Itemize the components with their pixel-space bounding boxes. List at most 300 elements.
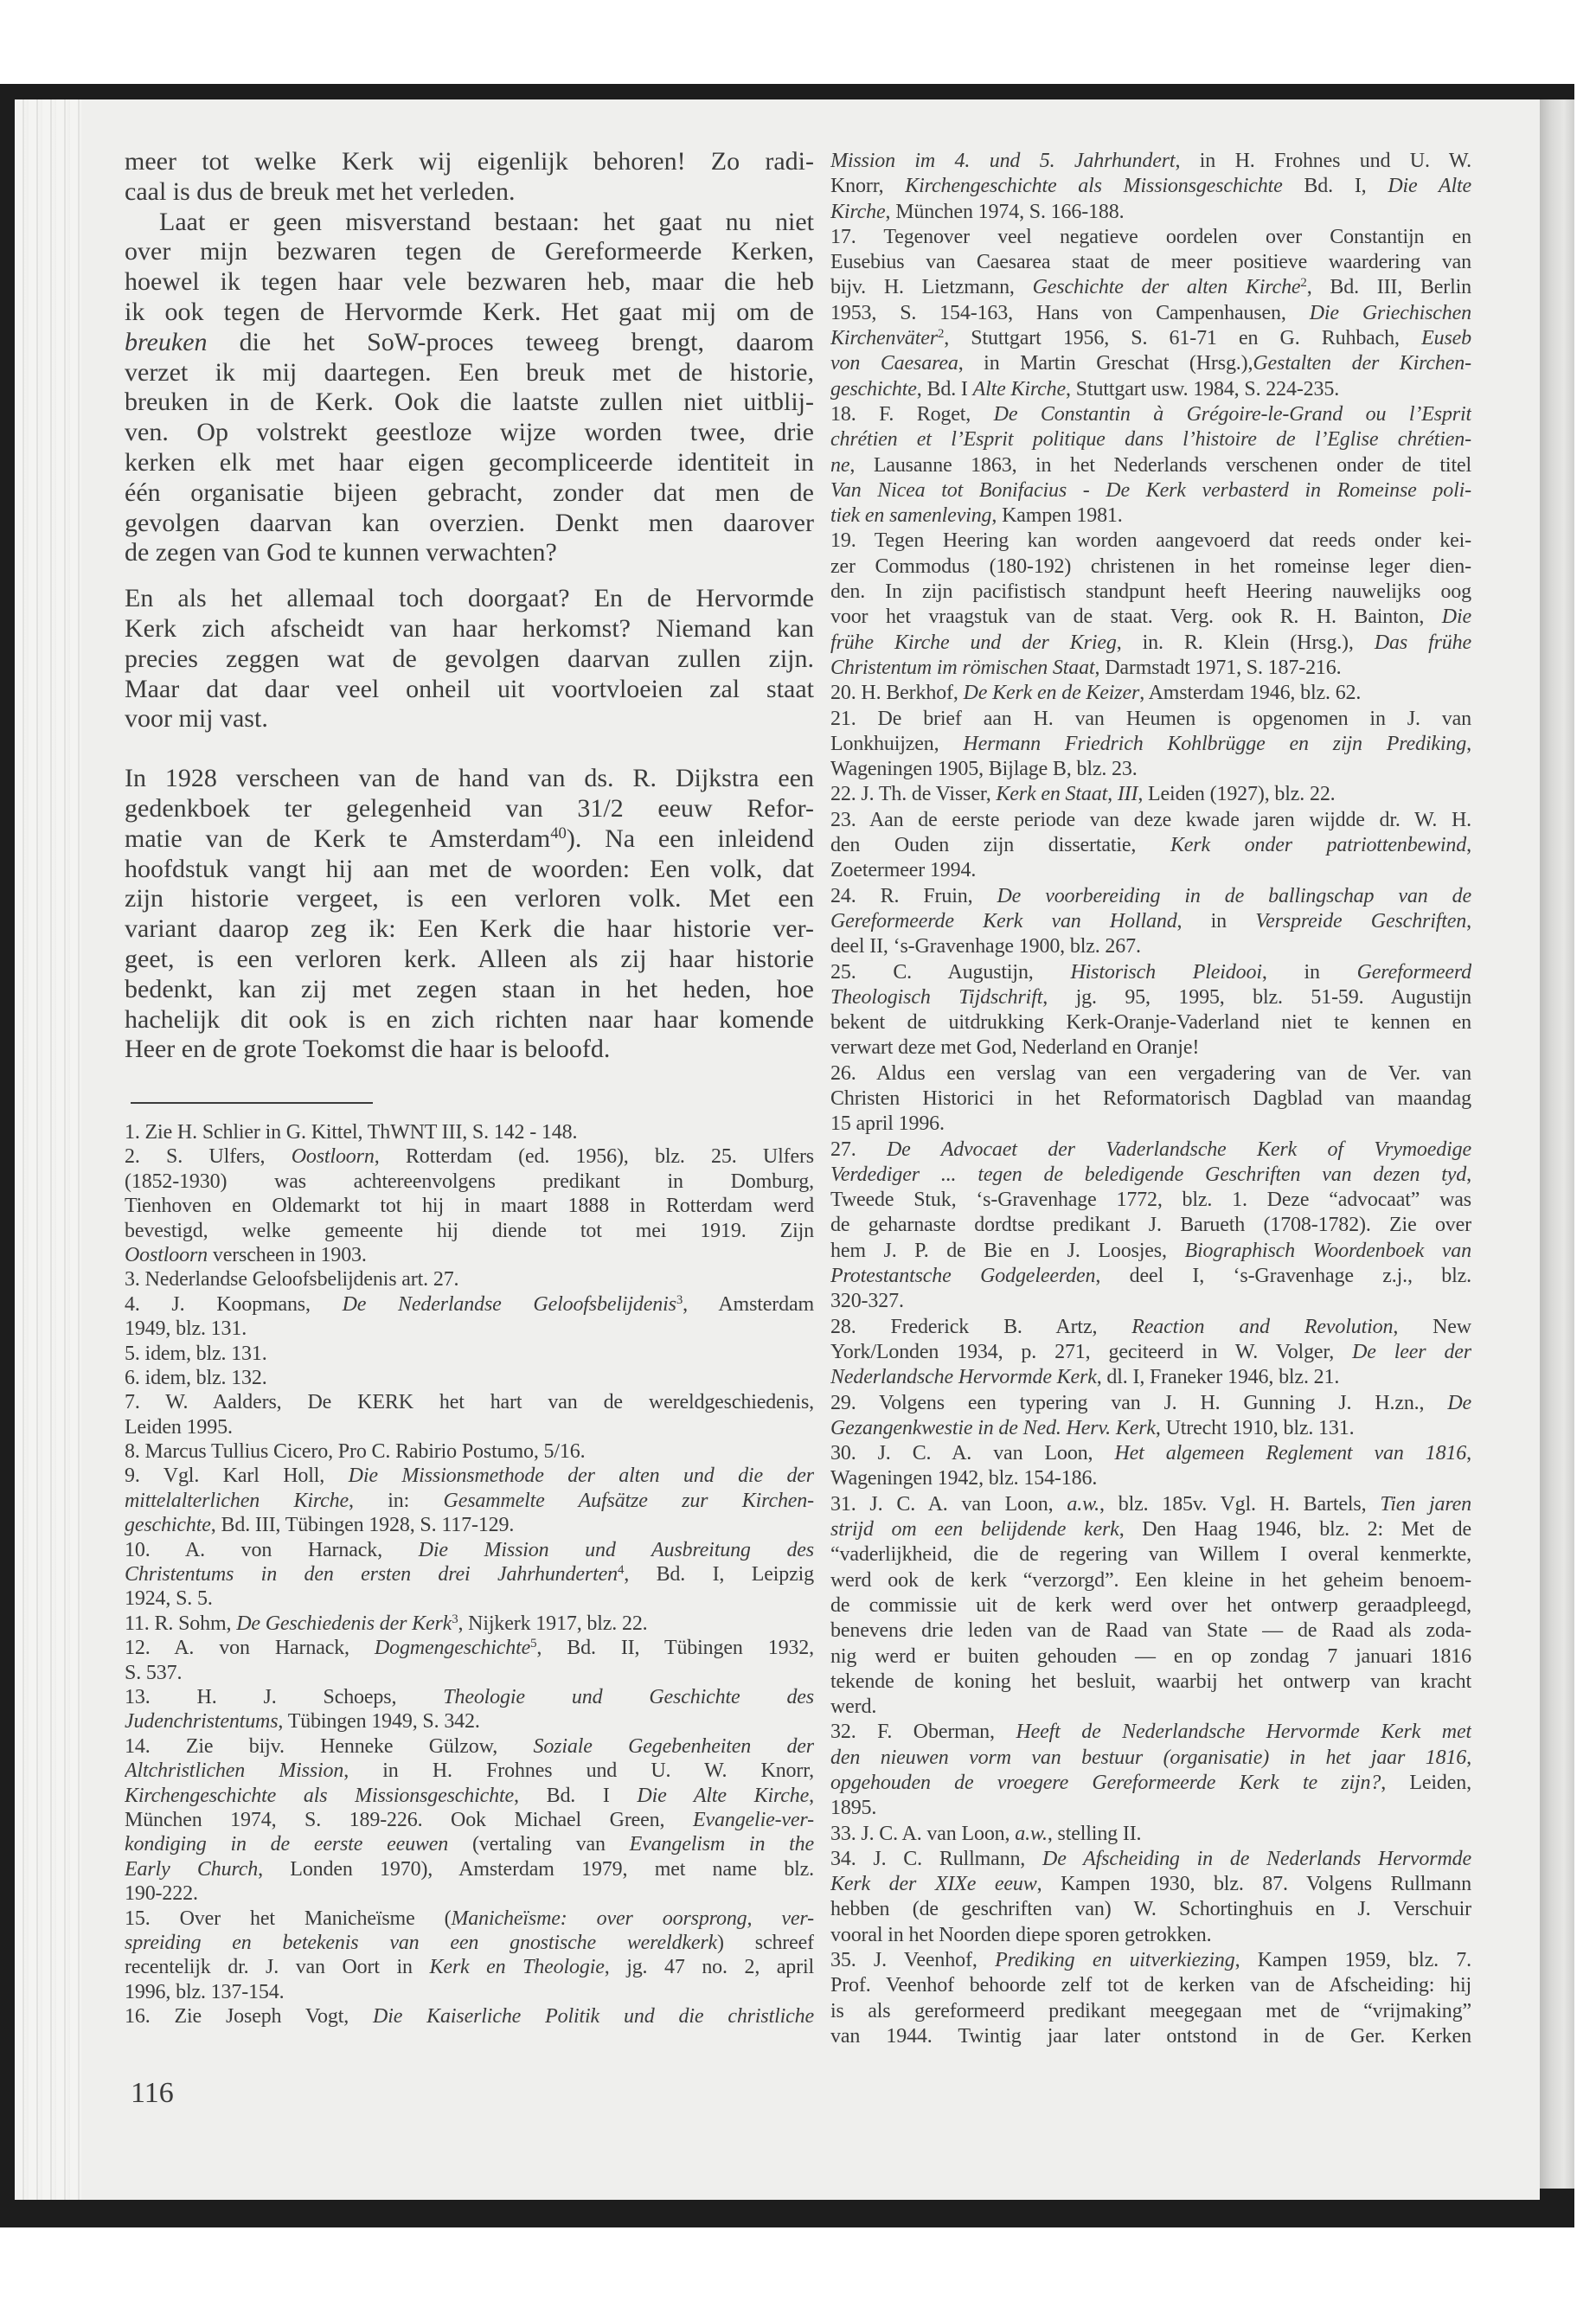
italic-run: a.w. <box>1067 1492 1100 1516</box>
italic-run: Historisch Pleidooi <box>1070 960 1262 984</box>
text-line <box>125 675 814 705</box>
text-run: 19. Tegen Heering kan worden aangevoerd dat reeds onder kei- <box>830 529 1471 553</box>
italic-run: De Geschiedenis der Kerk <box>236 1612 452 1635</box>
footnote <box>830 707 1471 783</box>
text-run: , Rotterdam (ed. 1956), blz. 25. Ulfers <box>374 1145 814 1169</box>
text-run: 6. idem, blz. 132. <box>125 1366 267 1389</box>
text-line <box>830 1923 1471 1948</box>
text-line <box>125 975 814 1005</box>
footnotes-right <box>830 149 1471 2049</box>
text-line <box>830 1695 1471 1720</box>
italic-run: Protestantsche Godgeleerden <box>830 1265 1096 1288</box>
italic-run: De leer der <box>1352 1340 1471 1363</box>
superscript: 3 <box>676 1292 683 1307</box>
text-line <box>125 1489 814 1513</box>
text-line <box>830 1416 1471 1441</box>
footnote <box>830 149 1471 225</box>
text-run: de geharnaste dordtse predikant J. Barueth (1708-1782). Zie over <box>830 1214 1471 1237</box>
text-line <box>125 1170 814 1194</box>
footnote <box>830 1720 1471 1821</box>
text-run: Heer en de grote Toekomst die haar is beloofd. <box>125 1035 611 1064</box>
text-line <box>830 250 1471 275</box>
text-run: 32. F. Oberman, <box>830 1721 1016 1744</box>
text-line <box>125 794 814 824</box>
italic-run: Oostloorn <box>125 1243 208 1266</box>
italic-run: Verspreide Geschriften <box>1255 909 1467 933</box>
italic-run: Theologie und Geschichte des <box>443 1685 814 1708</box>
text-run: variant daarop zeg ik: Een Kerk die haar historie ver- <box>125 914 814 944</box>
italic-run: Die Missionsmethode der alten und die der <box>348 1465 814 1488</box>
text-run: over mijn bezwaren tegen de Gereformeerde Kerken, <box>125 237 814 266</box>
text-line <box>830 1112 1471 1137</box>
text-run: , Darmstadt 1971, S. 187-216. <box>1094 656 1342 679</box>
text-line <box>830 1796 1471 1821</box>
footnote <box>830 1847 1471 1948</box>
text-run: verwart deze met God, Nederland en Oranje! <box>830 1036 1200 1060</box>
italic-run: breuken <box>125 327 208 356</box>
text-run: 14. Zie bijv. Henneke Gülzow, <box>125 1734 534 1758</box>
text-run: , <box>1466 732 1471 755</box>
text-run: Christen Historici in het Reformatorisch Dagblad van maandag <box>830 1086 1471 1110</box>
main-text-column <box>125 147 814 1065</box>
text-line <box>830 1973 1471 1998</box>
text-run: , Stuttgart usw. 1984, S. 224-235. <box>1066 377 1340 401</box>
text-line <box>830 1264 1471 1289</box>
text-line <box>125 914 814 945</box>
text-line <box>125 1931 814 1955</box>
text-run: 22. J. Th. de Visser, <box>830 783 997 806</box>
italic-run: Biographisch Woordenboek van <box>1184 1239 1471 1262</box>
text-line <box>125 1636 814 1660</box>
text-line <box>125 764 814 794</box>
italic-run: Kirche <box>830 200 886 223</box>
text-line <box>125 418 814 448</box>
text-line <box>830 225 1471 250</box>
footnote <box>830 1948 1471 2049</box>
text-run: 15 april 1996. <box>830 1112 945 1136</box>
text-line <box>830 1086 1471 1112</box>
footnote <box>125 1120 814 1144</box>
italic-run: Gesammelte Aufsätze zur Kirchen- <box>443 1489 814 1512</box>
text-run: , Leiden, <box>1381 1772 1471 1794</box>
text-run: ven. Op volstrekt geestloze wijze worden twee, drie <box>125 418 814 447</box>
italic-run: von Caesarea <box>830 352 958 375</box>
italic-run: chrétien et l’Esprit politique dans l’histoire de l’Eglise chrétien- <box>830 428 1471 452</box>
footnote <box>125 2004 814 2029</box>
text-run: 11. R. Sohm, <box>125 1612 237 1635</box>
italic-run: Altchristlichen Mission <box>125 1759 344 1783</box>
text-line <box>830 275 1471 300</box>
text-line <box>125 1562 814 1586</box>
text-line <box>830 1466 1471 1491</box>
text-line <box>830 732 1471 757</box>
italic-run: Kirchenväter <box>830 327 938 350</box>
text-run: , deel I, ‘s-Gravenhage z.j., blz. <box>1095 1265 1471 1288</box>
footnote <box>125 1612 814 1636</box>
text-run: , blz. 185v. Vgl. H. Bartels, <box>1099 1492 1381 1516</box>
text-line <box>125 1538 814 1562</box>
text-run: , <box>1466 1442 1471 1465</box>
text-run: 1949, blz. 131. <box>125 1317 247 1341</box>
text-run: gedenkboek ter gelegenheid van 31/2 eeuw Refor- <box>125 793 814 823</box>
text-line <box>830 707 1471 732</box>
text-run: 9. Vgl. Karl Holl, <box>125 1465 349 1488</box>
footnote <box>830 1492 1471 1721</box>
footnote <box>125 1636 814 1685</box>
text-run: hebben (de geschriften van) W. Schortinghuis en J. Verschuir <box>830 1898 1471 1921</box>
text-run: caal is dus de breuk met het verleden. <box>125 176 516 206</box>
paragraph <box>125 208 814 569</box>
text-line <box>125 328 814 358</box>
text-line <box>830 1746 1471 1771</box>
text-line <box>125 1366 814 1390</box>
italic-run: Kerk en Theologie <box>429 1956 605 1979</box>
superscript: 3 <box>452 1612 458 1626</box>
text-run: tekende de koning het besluit, waarbij het ontwerp van kracht <box>830 1670 1471 1693</box>
text-run: hem J. P. de Bie en J. Loosjes, <box>830 1239 1185 1262</box>
text-line <box>830 808 1471 833</box>
text-line <box>830 1720 1471 1745</box>
text-run: 18. F. Roget, <box>830 402 994 426</box>
text-run: 21. De brief aan H. van Heumen is opgenomen in J. van <box>830 707 1471 730</box>
text-line <box>830 580 1471 605</box>
superscript: 40 <box>550 824 567 843</box>
text-run: zer Commodus (180-192) christenen in het romeinse leger dien- <box>830 554 1471 578</box>
text-line <box>125 1907 814 1931</box>
text-run: 25. C. Augustijn, <box>830 960 1071 984</box>
italic-run: De Afscheiding in de Nederlands Hervormde <box>1042 1847 1471 1870</box>
text-run: , Amsterdam 1946, blz. 62. <box>1139 682 1362 705</box>
italic-run: Gereformeerde Kerk van Holland <box>830 909 1177 933</box>
text-line <box>125 614 814 644</box>
italic-run: Christentum im römischen Staat <box>830 656 1095 679</box>
text-run: 1895. <box>830 1797 877 1820</box>
italic-run: Gereformeerd <box>1356 960 1471 984</box>
italic-run: Kirchengeschichte als Missionsgeschichte <box>125 1784 515 1807</box>
italic-run: Soziale Gegebenheiten der <box>533 1734 814 1758</box>
text-run: de commissie uit de kerk werd over het ontwerp geraadpleegd, <box>830 1593 1471 1617</box>
italic-run: Geschichte der alten Kirche <box>1032 276 1301 299</box>
text-line <box>830 1847 1471 1872</box>
italic-run: a.w. <box>1015 1822 1048 1845</box>
text-run: , München 1974, S. 166-188. <box>885 200 1125 223</box>
text-run: voor het vraagstuk van de staat. Verg. ook R. H. Bainton, <box>830 606 1442 629</box>
text-line <box>830 174 1471 199</box>
text-run: , <box>809 1784 814 1807</box>
italic-run: spreiding en betekenis van een gnostische wereldkerk <box>125 1931 718 1954</box>
italic-run: De Nederlandse Geloofsbelijdenis <box>342 1292 676 1316</box>
text-run: Laat er geen misverstand bestaan: het gaat nu niet <box>159 207 814 236</box>
text-line <box>125 538 814 568</box>
italic-run: Kerk der XIXe eeuw <box>830 1873 1037 1896</box>
text-line <box>830 1872 1471 1897</box>
italic-run: Het algemeen Reglement van 1816 <box>1114 1442 1467 1465</box>
footnote <box>125 1267 814 1292</box>
italic-run: Die Alte <box>1388 175 1471 198</box>
text-line <box>830 402 1471 427</box>
text-line <box>830 605 1471 630</box>
text-run: , Stuttgart 1956, S. 61-71 en G. Ruhbach, <box>944 327 1422 350</box>
footnote <box>830 1391 1471 1442</box>
text-run: deel II, ‘s-Gravenhage 1900, blz. 267. <box>830 935 1141 958</box>
text-run: 2. S. Ulfers, <box>125 1145 292 1169</box>
text-run: 24. R. Fruin, <box>830 884 997 907</box>
italic-run: De <box>1447 1391 1471 1414</box>
text-run: , Kampen 1959, blz. 7. <box>1234 1949 1471 1972</box>
text-run: precies zeggen wat de gevolgen daarvan zullen zijn. <box>125 644 814 673</box>
italic-run: geschichte <box>830 377 917 401</box>
text-run: meer tot welke Kerk wij eigenlijk behoren! Zo radi- <box>125 147 814 176</box>
text-line <box>830 1618 1471 1644</box>
text-line <box>125 358 814 388</box>
italic-run: frühe Kirche und der Krieg <box>830 631 1117 654</box>
text-line <box>830 453 1471 478</box>
footnote <box>125 1439 814 1464</box>
text-run: , dl. I, Franeker 1946, blz. 21. <box>1096 1366 1340 1389</box>
text-line <box>830 833 1471 858</box>
italic-run: Tien jaren <box>1380 1492 1471 1516</box>
text-line <box>125 1808 814 1832</box>
text-run: , jg. 95, 1995, blz. 51-59. Augustijn <box>1042 985 1471 1009</box>
text-line <box>830 1593 1471 1618</box>
text-run: verscheen in 1903. <box>208 1243 367 1266</box>
text-line <box>125 267 814 298</box>
text-run: , Lausanne 1863, in het Nederlands verschenen onder de titel <box>849 453 1471 477</box>
superscript: 4 <box>617 1562 625 1577</box>
italic-run: Early Church <box>125 1857 259 1881</box>
text-line <box>125 884 814 914</box>
text-run: Bd. I, <box>1282 175 1388 198</box>
text-run: , Bd. I <box>916 377 973 401</box>
text-line <box>125 177 814 208</box>
text-run: benevens drie leden van de Raad van State — de Raad als zoda- <box>830 1619 1471 1643</box>
superscript: 5 <box>530 1637 537 1651</box>
italic-run: Die Kaiserliche Politik und die christliche <box>373 2005 814 2029</box>
text-run: Prof. Veenhof behoorde zelf tot de kerken van de Afscheiding: hij <box>830 1974 1471 1997</box>
text-run: 28. Frederick B. Artz, <box>830 1315 1132 1338</box>
text-run: bekent de uitdrukking Kerk-Oranje-Vaderland niet te kennen en <box>830 1011 1471 1035</box>
text-run: ). Na een inleidend <box>566 824 814 853</box>
text-line <box>830 1441 1471 1466</box>
text-line <box>830 757 1471 782</box>
text-run: , in <box>1176 909 1256 933</box>
text-line <box>125 147 814 177</box>
text-line <box>830 427 1471 452</box>
text-line <box>125 1292 814 1317</box>
text-run: één organisatie bijeen gebracht, zonder dat men de <box>125 478 814 507</box>
text-line <box>830 1239 1471 1264</box>
text-run: Wageningen 1942, blz. 154-186. <box>830 1467 1098 1490</box>
footnote <box>125 1144 814 1267</box>
text-line <box>125 1784 814 1808</box>
text-run: , Londen 1970), Amsterdam 1979, met name blz. <box>258 1857 814 1881</box>
text-line <box>830 656 1471 681</box>
text-run: de zegen van God te kunnen verwachten? <box>125 538 557 567</box>
text-run: , Bd. II, Tübingen 1932, <box>536 1637 814 1660</box>
text-line <box>125 945 814 975</box>
text-run: 27. <box>830 1138 887 1161</box>
text-run: bevestigd, welke gemeente hij diende tot mei 1919. Zijn <box>125 1219 814 1242</box>
text-run: 1996, blz. 137-154. <box>125 1980 285 2003</box>
text-run: bedenkt, kan zij met zegen staan in het heden, hoe <box>125 974 814 1003</box>
text-run: , in Martin Greschat (Hrsg.), <box>958 352 1253 375</box>
paragraph <box>125 764 814 1065</box>
text-line <box>830 1035 1471 1061</box>
text-run: Wageningen 1905, Bijlage B, blz. 23. <box>830 758 1138 781</box>
italic-run: Die Alte Kirche <box>637 1784 810 1807</box>
footnote <box>830 1315 1471 1391</box>
text-run: , in H. Frohnes und U. W. <box>1175 150 1471 172</box>
text-line <box>125 704 814 734</box>
text-run: 30. J. C. A. van Loon, <box>830 1442 1115 1465</box>
page-number: 116 <box>131 2077 174 2109</box>
text-line <box>830 301 1471 326</box>
text-line <box>830 503 1471 529</box>
text-run: , Bd. I <box>514 1784 638 1807</box>
text-line <box>125 237 814 267</box>
text-run: York/Londen 1934, p. 271, geciteerd in W. Volger, <box>830 1340 1353 1363</box>
superscript: 2 <box>937 326 945 341</box>
text-run: In 1928 verscheen van de hand van ds. R. Dijkstra een <box>125 764 814 793</box>
text-line <box>125 1035 814 1065</box>
footnote <box>125 1685 814 1734</box>
text-line <box>125 1709 814 1734</box>
text-line <box>830 1670 1471 1695</box>
text-run: Kerk zich afscheidt van haar herkomst? Niemand kan <box>125 613 814 643</box>
italic-run: Mission im 4. und 5. Jahrhundert <box>830 150 1176 172</box>
text-run: , stelling II. <box>1047 1822 1142 1845</box>
text-run: 15. Over het Manicheïsme ( <box>125 1907 452 1930</box>
text-run: werd. <box>830 1695 877 1719</box>
footnote <box>830 782 1471 807</box>
text-run: geet, is een verloren kerk. Alleen als zij haar historie <box>125 944 814 973</box>
text-line <box>830 1771 1471 1796</box>
footnote <box>830 1061 1471 1138</box>
text-run: , Bd. III, Tübingen 1928, S. 117-129. <box>210 1514 515 1537</box>
text-run: recentelijk dr. J. van Oort in <box>125 1956 430 1979</box>
text-run: Knorr, <box>830 175 906 198</box>
footnotes-left <box>125 1120 814 2029</box>
footnote <box>125 1366 814 1390</box>
italic-run: De Advocaet der Vaderlandsche Kerk of Vrymoedige <box>887 1138 1471 1161</box>
text-line <box>125 1586 814 1611</box>
text-line <box>830 1897 1471 1922</box>
text-run: den. In zijn pacifistisch standpunt heeft Heering nauwelijks oog <box>830 580 1471 604</box>
italic-run: mittelalterlichen Kirche <box>125 1489 349 1512</box>
text-line <box>125 509 814 539</box>
text-line <box>830 631 1471 656</box>
text-line <box>830 1289 1471 1314</box>
text-run: 1953, S. 154-163, Hans von Campenhausen, <box>830 301 1310 324</box>
text-line <box>830 326 1471 351</box>
text-run: breuken in de Kerk. Ook die laatste zullen niet uitblij- <box>125 388 814 417</box>
text-line <box>830 884 1471 909</box>
text-run: , <box>1466 909 1471 933</box>
text-run: , Bd. I, Leipzig <box>624 1563 814 1586</box>
text-line <box>830 782 1471 807</box>
text-line <box>125 1439 814 1464</box>
text-line <box>125 1342 814 1366</box>
text-line <box>830 1391 1471 1416</box>
text-run: 320-327. <box>830 1290 904 1313</box>
text-line <box>125 1390 814 1414</box>
text-line <box>125 824 814 855</box>
text-run: , Nijkerk 1917, blz. 22. <box>458 1612 648 1635</box>
footnote <box>125 1292 814 1342</box>
text-run: 34. J. C. Rullmann, <box>830 1847 1043 1870</box>
text-run: 3. Nederlandse Geloofsbelijdenis art. 27. <box>125 1268 459 1292</box>
text-run: , in. R. Klein (Hrsg.), <box>1116 631 1375 654</box>
text-run: voor mij vast. <box>125 704 268 734</box>
text-line <box>830 2024 1471 2049</box>
italic-run: Das frühe <box>1374 631 1471 654</box>
text-line <box>830 1492 1471 1517</box>
text-line <box>125 1612 814 1636</box>
text-run: “vaderlijkheid, die de regering van Willem I overal kenmerkte, <box>830 1543 1471 1567</box>
italic-run: Kerk en Staat, III <box>996 783 1138 806</box>
text-run: die het SoW-proces teweeg brengt, daarom <box>207 327 814 356</box>
text-line <box>125 1317 814 1341</box>
text-run: bijv. H. Lietzmann, <box>830 276 1033 299</box>
text-line <box>830 909 1471 934</box>
text-run: , in H. Frohnes und U. W. Knorr, <box>343 1759 814 1783</box>
italic-run: geschichte <box>125 1514 211 1537</box>
text-run: 1924, S. 5. <box>125 1587 213 1611</box>
text-line <box>830 1163 1471 1188</box>
text-line <box>830 554 1471 580</box>
book-spine-edge <box>1540 99 1574 2189</box>
italic-run: Evangelism in the <box>629 1833 814 1856</box>
text-line <box>830 351 1471 376</box>
text-run: gevolgen daarvan kan overzien. Denkt men daarover <box>125 508 814 537</box>
text-run: Zoetermeer 1994. <box>830 859 977 882</box>
text-run: , Bd. III, Berlin <box>1306 276 1471 299</box>
italic-run: Die Mission und Ausbreitung des <box>418 1538 814 1561</box>
footnote <box>830 1138 1471 1315</box>
text-line <box>830 1315 1471 1340</box>
text-run: hoofdstuk vangt hij aan met de woorden: Een volk, dat <box>125 854 814 883</box>
italic-run: Judenchristentums <box>125 1710 279 1734</box>
italic-run: De Constantin à Grégoire-le-Grand ou l’Esprit <box>993 402 1471 426</box>
paragraph <box>125 584 814 734</box>
text-line <box>125 1513 814 1537</box>
text-line <box>125 448 814 478</box>
text-line <box>830 681 1471 706</box>
italic-run: Oostloorn <box>291 1145 375 1169</box>
text-run: Tienhoven en Oldemarkt tot hij in maart 1888 in Rotterdam werd <box>125 1195 814 1218</box>
italic-run: Reaction and Revolution <box>1131 1315 1394 1338</box>
text-run: 26. Aldus een verslag van een vergadering van de Ver. van <box>830 1061 1471 1085</box>
text-line <box>125 2004 814 2029</box>
page-stack-edges <box>15 99 84 2200</box>
italic-run: den nieuwen vorm van bestuur (organisatie) in het jaar 1816, <box>830 1746 1471 1769</box>
text-line <box>830 934 1471 959</box>
text-run: 23. Aan de eerste periode van deze kwade jaren wijdde dr. W. H. <box>830 808 1471 831</box>
text-run: Maar dat daar veel onheil uit voortvloeien zal staat <box>125 674 814 703</box>
italic-run: Die <box>1441 606 1471 629</box>
footnote <box>125 1390 814 1439</box>
italic-run: kondiging in de eerste eeuwen <box>125 1833 449 1856</box>
text-run: 20. H. Berkhof, <box>830 682 964 705</box>
footnote <box>125 1734 814 1907</box>
italic-run: Theologisch Tijdschrift <box>830 985 1043 1009</box>
text-run: 10. A. von Harnack, <box>125 1538 419 1561</box>
text-line <box>125 1881 814 1906</box>
text-line <box>125 1980 814 2004</box>
footnote <box>830 225 1471 402</box>
italic-run: Manicheïsme: over oorsprong, ver- <box>451 1907 814 1930</box>
italic-run: Alte Kirche <box>972 377 1067 401</box>
